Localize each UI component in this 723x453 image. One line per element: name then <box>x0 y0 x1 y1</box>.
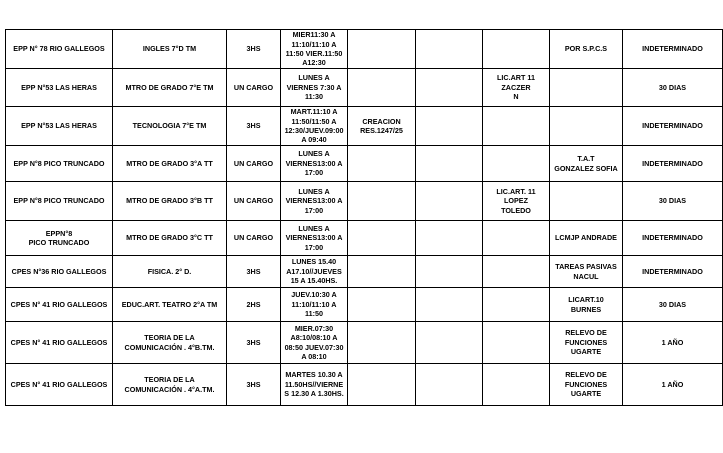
table-row <box>6 182 723 221</box>
leave-cell <box>483 364 550 406</box>
leave-cell <box>483 288 550 322</box>
schedule-cell: LUNES A VIERNES13:00 A 17:00 <box>281 182 348 221</box>
school-cell: CPES N° 41 RIO GALLEGOS <box>6 288 113 322</box>
note-cell <box>348 30 416 69</box>
school-cell: EPP N°53 LAS HERAS <box>6 69 113 107</box>
school-cell: EPP N°53 LAS HERAS <box>6 107 113 146</box>
replacement-cell: LICART.10 BURNES <box>550 288 623 322</box>
blank-cell <box>416 256 483 288</box>
schedule-cell: MART.11:10 A 11:50/11:50 A 12:30/JUEV.09:00 A 09:40 <box>281 107 348 146</box>
note-cell <box>348 364 416 406</box>
blank-cell <box>416 69 483 107</box>
subject-cell: MTRO DE GRADO 7°E TM <box>113 69 227 107</box>
school-cell: EPP N°8 PICO TRUNCADO <box>6 182 113 221</box>
duration-cell: INDETERMINADO <box>623 256 723 288</box>
duration-cell: 1 AÑO <box>623 364 723 406</box>
hours-cell: UN CARGO <box>227 182 281 221</box>
schedule-cell: MIER.07:30 A8:10/08:10 A 08:50 JUEV.07:30 A 08:10 <box>281 322 348 364</box>
leave-cell <box>483 221 550 256</box>
school-cell: EPP N°8 PICO TRUNCADO <box>6 146 113 182</box>
replacement-cell: T.A.T GONZALEZ SOFIA <box>550 146 623 182</box>
subject-cell: TEORIA DE LA COMUNICACIÓN . 4°A.TM. <box>113 364 227 406</box>
blank-cell <box>416 30 483 69</box>
duration-cell: 30 DIAS <box>623 288 723 322</box>
leave-cell: LIC.ART. 11 LOPEZ TOLEDO <box>483 182 550 221</box>
hours-cell: UN CARGO <box>227 146 281 182</box>
table-row <box>6 288 723 322</box>
hours-cell: 3HS <box>227 364 281 406</box>
subject-cell: MTRO DE GRADO 3°C TT <box>113 221 227 256</box>
subject-cell: TEORIA DE LA COMUNICACIÓN . 4°B.TM. <box>113 322 227 364</box>
replacement-cell: RELEVO DE FUNCIONES UGARTE <box>550 322 623 364</box>
note-cell <box>348 182 416 221</box>
school-cell: CPES N° 41 RIO GALLEGOS <box>6 322 113 364</box>
note-cell <box>348 146 416 182</box>
hours-cell: 2HS <box>227 288 281 322</box>
blank-cell <box>416 107 483 146</box>
table-row <box>6 69 723 107</box>
leave-cell <box>483 107 550 146</box>
table-row <box>6 221 723 256</box>
school-cell: CPES N° 41 RIO GALLEGOS <box>6 364 113 406</box>
leave-cell <box>483 256 550 288</box>
school-cell: EPP N° 78 RIO GALLEGOS <box>6 30 113 69</box>
hours-cell: 3HS <box>227 30 281 69</box>
duration-cell: 30 DIAS <box>623 182 723 221</box>
leave-cell <box>483 146 550 182</box>
duration-cell: INDETERMINADO <box>623 146 723 182</box>
note-cell <box>348 69 416 107</box>
subject-cell: TECNOLOGIA 7°E TM <box>113 107 227 146</box>
hours-cell: 3HS <box>227 256 281 288</box>
schedule-cell: JUEV.10:30 A 11:10/11:10 A 11:50 <box>281 288 348 322</box>
subject-cell: INGLES 7°D TM <box>113 30 227 69</box>
replacement-cell: TAREAS PASIVAS NACUL <box>550 256 623 288</box>
subject-cell: MTRO DE GRADO 3°A TT <box>113 146 227 182</box>
duration-cell: INDETERMINADO <box>623 107 723 146</box>
schedule-cell: LUNES A VIERNES13:00 A 17:00 <box>281 221 348 256</box>
replacement-cell <box>550 69 623 107</box>
blank-cell <box>416 182 483 221</box>
school-cell: EPPN°8 PICO TRUNCADO <box>6 221 113 256</box>
schedule-cell: LUNES A VIERNES13:00 A 17:00 <box>281 146 348 182</box>
leave-cell: LIC.ART 11 ZACZER N <box>483 69 550 107</box>
table-body <box>6 30 723 406</box>
subject-cell: FISICA. 2° D. <box>113 256 227 288</box>
note-cell: CREACION RES.1247/25 <box>348 107 416 146</box>
leave-cell <box>483 322 550 364</box>
schedule-cell: LUNES A VIERNES 7:30 A 11:30 <box>281 69 348 107</box>
replacement-cell <box>550 107 623 146</box>
blank-cell <box>416 322 483 364</box>
replacement-cell: POR S.P.C.S <box>550 30 623 69</box>
table-row <box>6 30 723 69</box>
note-cell <box>348 322 416 364</box>
leave-cell <box>483 30 550 69</box>
duration-cell: INDETERMINADO <box>623 221 723 256</box>
table-row <box>6 364 723 406</box>
blank-cell <box>416 364 483 406</box>
replacement-cell: LCMJP ANDRADE <box>550 221 623 256</box>
table-row <box>6 107 723 146</box>
subject-cell: MTRO DE GRADO 3°B TT <box>113 182 227 221</box>
replacement-cell <box>550 182 623 221</box>
hours-cell: UN CARGO <box>227 69 281 107</box>
hours-cell: 3HS <box>227 322 281 364</box>
table-row <box>6 256 723 288</box>
note-cell <box>348 256 416 288</box>
hours-cell: 3HS <box>227 107 281 146</box>
note-cell <box>348 288 416 322</box>
note-cell <box>348 221 416 256</box>
hours-cell: UN CARGO <box>227 221 281 256</box>
blank-cell <box>416 146 483 182</box>
vacancies-table <box>5 29 723 406</box>
table-row <box>6 146 723 182</box>
replacement-cell: RELEVO DE FUNCIONES UGARTE <box>550 364 623 406</box>
duration-cell: INDETERMINADO <box>623 30 723 69</box>
duration-cell: 1 AÑO <box>623 322 723 364</box>
subject-cell: EDUC.ART. TEATRO 2°A TM <box>113 288 227 322</box>
blank-cell <box>416 221 483 256</box>
schedule-cell: LUNES 15.40 A17.10//JUEVES 15 A 15.40HS. <box>281 256 348 288</box>
table-row <box>6 322 723 364</box>
school-cell: CPES N°36 RIO GALLEGOS <box>6 256 113 288</box>
schedule-cell: MARTES 10.30 A 11.50HS//VIERNE S 12.30 A 1.30HS. <box>281 364 348 406</box>
duration-cell: 30 DIAS <box>623 69 723 107</box>
schedule-cell: MIER11:30 A 11:10/11:10 A 11:50 VIER.11:50 A12:30 <box>281 30 348 69</box>
blank-cell <box>416 288 483 322</box>
